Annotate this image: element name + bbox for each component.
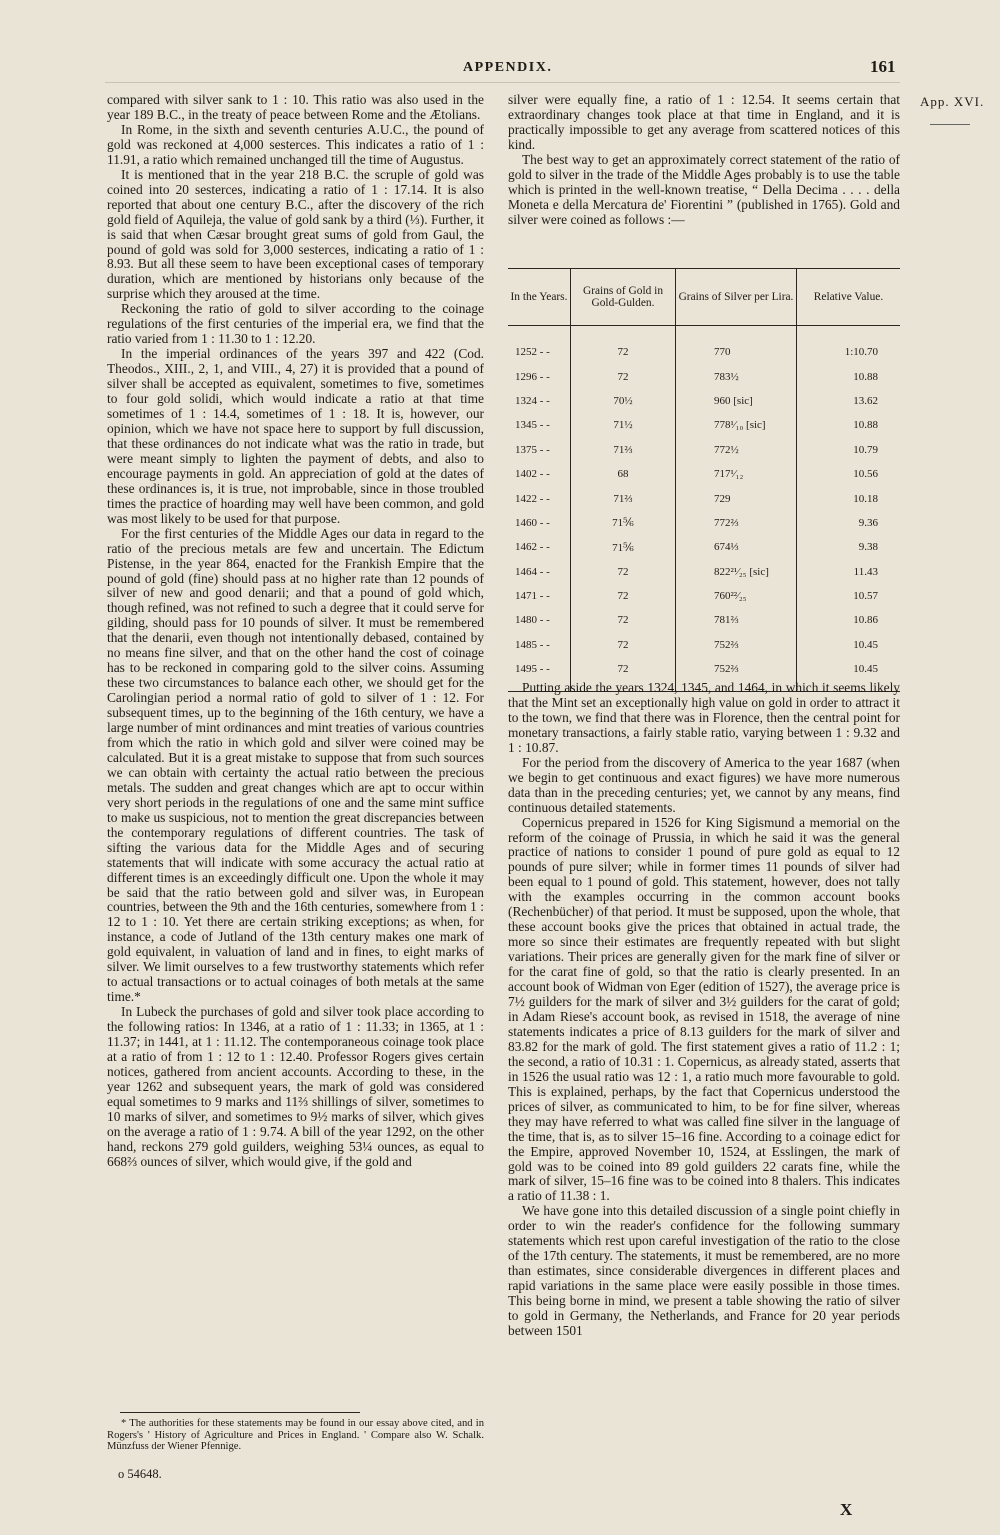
cell-year: 1480 - - [515,614,550,627]
cell-year: 1324 - - [515,394,550,407]
table-row [508,535,900,559]
running-header: APPENDIX. [463,60,553,75]
cell-silver-grains: 729 [676,486,797,510]
cell-gold-grains: 72 [571,364,676,388]
table-row [508,413,900,437]
cell-relative-value: 10.79 [797,438,901,462]
cell-year: 1495 - - [508,657,571,692]
paragraph: Putting aside the years 1324, 1345, and 1464, in which it seems likely that the Mint set an exceptionally high value on gold in order to attract it to the town, we find that there was in Florence, then the central point for monetary transactions, a fairly stable ratio, varying between 1 : 9.32 and 1 : 10.87. [508,680,900,755]
table-header-row [508,269,900,326]
table-body [508,326,900,692]
cell-year: 1345 - - [515,419,550,432]
cell-gold-grains: 72 [571,608,676,632]
cell-year: 1252 - - [515,346,550,359]
cell-relative-value: 10.88 [797,364,901,388]
paragraph: We have gone into this detailed discussion of a single point chiefly in order to win the reader's confidence for the following summary statements which rest upon careful investigation of the ratio to the close of the 17th century. The statements, it must be remembered, are no more than estimates, since considerable divergences in different places and rapid variations in the same place were easily possible in those times. This being borne in mind, we present a table showing the ratio of silver to gold in Germany, the Netherlands, and France for 20 year periods between 1501 [508,1203,900,1338]
cell-silver-grains: 717¹⁄₁₂ [676,462,797,486]
cell-year: 1296 - - [515,370,550,383]
cell-silver-grains: 752⅔ [676,633,797,657]
signature-mark: X [840,1500,853,1519]
cell-relative-value: 11.43 [797,560,901,584]
column-header-years: In the Years. [508,269,571,326]
table-row [508,560,900,584]
footnote-rule [120,1412,360,1413]
cell-silver-grains: 760²²⁄₂₅ [676,584,797,608]
table-row [508,486,900,510]
cell-year: 1462 - - [515,541,550,554]
table-row [508,438,900,462]
paragraph: It is mentioned that in the year 218 B.C. the scruple of gold was coined into 20 sesterces, indicating a ratio of 1 : 17.14. It is also reported that about one century B.C., after the discovery of the rich gold field of Aquileja, the value of gold sank by a third (⅓). Further, it is said that when Cæsar brought great sums of gold from Gaul, the pound of gold was sold for 3,000 sesterces, indicating a ratio of 1 : 8.93. But all these seem to have been exceptional cases of temporary duration, which are mentioned by historians only because of the surprise which they aroused at the time. [107,166,484,302]
cell-gold-grains: 72 [571,633,676,657]
cell-relative-value: 10.88 [797,413,901,437]
cell-silver-grains: 752⅔ [676,657,797,692]
page-number: 161 [870,57,896,76]
ratio-table [508,268,900,692]
cell-year: 1471 - - [515,590,550,603]
column-header-ratio: Relative Value. [797,269,901,326]
cell-relative-value: 10.45 [797,633,901,657]
cell-gold-grains: 71⅚ [571,511,676,535]
cell-year: 1422 - - [515,492,550,505]
cell-silver-grains: 674⅓ [676,535,797,559]
paragraph: In Lubeck the purchases of gold and silver took place according to the following ratios: In 1346, at a ratio of 1 : 11.33; in 1365, at 1 : 11.37; in 1441, at 1 : 11.12. The contemporaneous coinage took place at a ratio of from 1 : 12 to 1 : 12.40. Professor Rogers gives certain notices, gathered from ancient accounts. According to these, in the year 1262 and subsequent years, the mark of gold was considered equal sometimes to 9 marks and 11⅔ shillings of silver, sometimes to 10 marks of silver, and sometimes to 9½ marks of silver, which gives on the average a ratio of 1 : 9.74. A bill of the year 1292, on the other hand, reckons 279 gold guilders, weighing 53¼ ounces, as equal to 668⅔ ounces of silver, which would give, if the gold and [107,1004,484,1169]
cell-silver-grains: 781⅔ [676,608,797,632]
cell-gold-grains: 71⅔ [571,486,676,510]
table-row [508,326,900,365]
footnote-text: * The authorities for these statements may be found in our essay above cited, and in Rogers's ' History of Agriculture and Prices in England. ' Compare also W. Schalk. Münzfuss der Wiener Pfennige. [107,1418,484,1453]
cell-silver-grains: 778¹⁄₁₀ [sic] [676,413,797,437]
cell-relative-value: 10.45 [797,657,901,692]
header-rule [105,82,900,83]
paragraph: For the period from the discovery of America to the year 1687 (when we begin to get continuous and exact figures) we have more numerous data than in the preceding centuries; yet, we cannot by any means, find continuous detailed statements. [508,754,900,815]
right-column-top [508,93,900,228]
left-column [107,93,484,1170]
column-header-silver: Grains of Silver per Lira. [676,269,797,326]
cell-relative-value: 9.38 [797,535,901,559]
paragraph: In Rome, in the sixth and seventh centuries A.U.C., the pound of gold was reckoned at 4,000 sesterces. This indicates a ratio of 1 : 11.91, a ratio which remained unchanged till the time of Augustus. [107,121,484,167]
printer-signature: o 54648. [118,1467,162,1481]
cell-gold-grains: 68 [571,462,676,486]
table-row [508,511,900,535]
right-column-bottom [508,681,900,1339]
cell-gold-grains: 72 [571,560,676,584]
cell-relative-value: 10.56 [797,462,901,486]
cell-year: 1375 - - [515,443,550,456]
table-row [508,608,900,632]
table-row [508,633,900,657]
cell-gold-grains: 71½ [571,413,676,437]
table-row [508,462,900,486]
paragraph: The best way to get an approximately correct statement of the ratio of gold to silver in the trade of the Middle Ages probably is to use the table which is printed in the well-known treatise, “ Della Decima . . . . della Moneta e della Mercatura de' Fiorentini ” (published in 1765). Gold and silver were coined as follows :— [508,151,900,227]
cell-relative-value: 10.18 [797,486,901,510]
cell-silver-grains: 772⅔ [676,511,797,535]
cell-gold-grains: 72 [571,326,676,365]
cell-gold-grains: 71⅔ [571,438,676,462]
table-row [508,584,900,608]
cell-silver-grains: 783½ [676,364,797,388]
cell-year: 1464 - - [515,565,550,578]
cell-year: 1402 - - [515,468,550,481]
cell-gold-grains: 72 [571,657,676,692]
margin-note-rule [930,124,970,125]
cell-gold-grains: 70½ [571,389,676,413]
cell-silver-grains: 960 [sic] [676,389,797,413]
margin-note: App. XVI. [920,94,985,109]
cell-silver-grains: 770 [676,326,797,365]
paragraph: Copernicus prepared in 1526 for King Sigismund a memorial on the reform of the coinage of Prussia, in which he said it was the general practice of nations to consider 1 pound of pure gold as equal to 12 pounds of pure silver; while in former times 11 pounds of silver had been equal to 1 pound of gold. This statement, however, does not tally with the examples occurring in the common account books (Rechenbücher) of that period. It must be supposed, upon the whole, that these account books give the prices that obtained in actual trade, the more so since their estimates are frequently repeated with but slight variations. Their prices are generally given for the mark fine of silver or for the carat fine of gold, so that the ratio is clearly presented. In an account book of Widman von Eger (edition of 1527), the average price is 7½ guilders for the mark of silver and 3½ guilders for the carat of gold; in Adam Riese's account book, as revised in 1518, the average of nine statements indicates a price of 8.13 guilders for the mark of silver and 83.82 for the mark of gold. The first statement gives a ratio of 11.2 : 1; the second, a ratio of 10.31 : 1. Copernicus, as already stated, asserts that in 1526 the usual ratio was 12 : 1, a ratio much more favourable to gold. This is explained, perhaps, by the fact that Copernicus understood the prices of silver, as communicated to him, to be for fine silver, whereas they may have referred to what was called fine silver in the language of the time, that is, as to silver 15–16 fine. According to a coinage edict for the Empire, approved November 10, 1524, at Esslingen, the mark of gold was to be coined into 89 gold guilders 22 carats fine, while the mark of silver, 15–16 fine was to be coined into 8 thalers. This indicates a ratio of 11.38 : 1. [508,814,900,1204]
paragraph: For the first centuries of the Middle Ages our data in regard to the ratio of the precious metals are few and uncertain. The Edictum Pistense, in the year 864, enacted for the Frankish Empire that the pound of gold (fine) should pass at no higher rate than 12 pounds of silver of new and good denarii; and that a pound of gold which, though refined, was not refined to such a degree that it could serve for gilding, should pass for 10 pounds of silver. It must be remembered that the denarii, even though not intentionally debased, contained by no means fine silver, and that on the other hand the cost of coinage has to be reckoned in comparing gold to the silver coins. Assuming these two circumstances to balance each other, we should get for the Carolingian period a normal ratio of gold to silver of 1 : 12. For subsequent times, up to the beginning of the 16th century, we have a large number of mint ordinances and mint treaties of various countries from which the ratio in which gold and silver were coined may be calculated. But it is a great mistake to suppose that from such sources we can obtain with certainty the actual ratio between the precious metals. The sudden and great changes which are apt to occur within very short periods in the regulations of one and the same mint suffice to make us suspicious, not to mention the great discrepancies between the contemporary regulations of different countries. The task of sifting the various data for the Middle Ages and of securing statements that will indicate with some accuracy the actual ratio at different times is an exceedingly difficult one. Upon the whole it may be said that the ratio between gold and silver was, in European countries, between the 9th and the 16th centuries, somewhere from 1 : 12 to 1 : 10. Yet there are certain striking exceptions; as when, for instance, a code of Jutland of the 13th century makes one mark of gold equivalent, in valuation of land and in fines, to eight marks of silver. We limit ourselves to a few trustworthy statements which refer to actual transactions or to actual coinages of both metals at the same time.* [107,525,484,1005]
paragraph: silver were equally fine, a ratio of 1 : 12.54. It seems certain that extraordinary changes took place at that time in England, and it is practically impossible to get any average from scattered notices of this kind. [508,92,900,152]
paragraph: compared with silver sank to 1 : 10. This ratio was also used in the year 189 B.C., in the treaty of peace between Rome and the Ætolians. [107,92,484,122]
cell-gold-grains: 71⅚ [571,535,676,559]
cell-relative-value: 13.62 [797,389,901,413]
column-header-gold: Grains of Gold in Gold-Gulden. [571,269,676,326]
paragraph: In the imperial ordinances of the years 397 and 422 (Cod. Theodos., XIII., 2, 1, and VIII., 4, 27) it is provided that a pound of silver shall be accepted as equivalent, sometimes to five, sometimes to four gold solidi, which would indicate a ratio at that time sometimes of 1 : 14.4, sometimes of 1 : 18. It is, however, our opinion, which we have not space here to support by full discussion, that these ordinances do not indicate what was the ratio in trade, but were meant simply to lighten the payment of debts, and also to encourage payments in gold. An appreciation of gold at the dates of these ordinances is, it is true, not improbable, since in those troubled times the practice of hoarding may well have been common, and gold was most likely to be used for that purpose. [107,346,484,526]
cell-year: 1460 - - [515,516,550,529]
cell-gold-grains: 72 [571,584,676,608]
cell-silver-grains: 772½ [676,438,797,462]
cell-relative-value: 1:10.70 [797,326,901,365]
table-row [508,364,900,388]
cell-relative-value: 10.86 [797,608,901,632]
table-row [508,389,900,413]
paragraph: Reckoning the ratio of gold to silver according to the coinage regulations of the first centuries of the imperial era, we find that the ratio varied from 1 : 11.30 to 1 : 12.20. [107,301,484,347]
cell-relative-value: 10.57 [797,584,901,608]
cell-year: 1485 - - [515,638,550,651]
footnote [107,1418,484,1453]
cell-relative-value: 9.36 [797,511,901,535]
cell-silver-grains: 822²¹⁄₂₅ [sic] [676,560,797,584]
